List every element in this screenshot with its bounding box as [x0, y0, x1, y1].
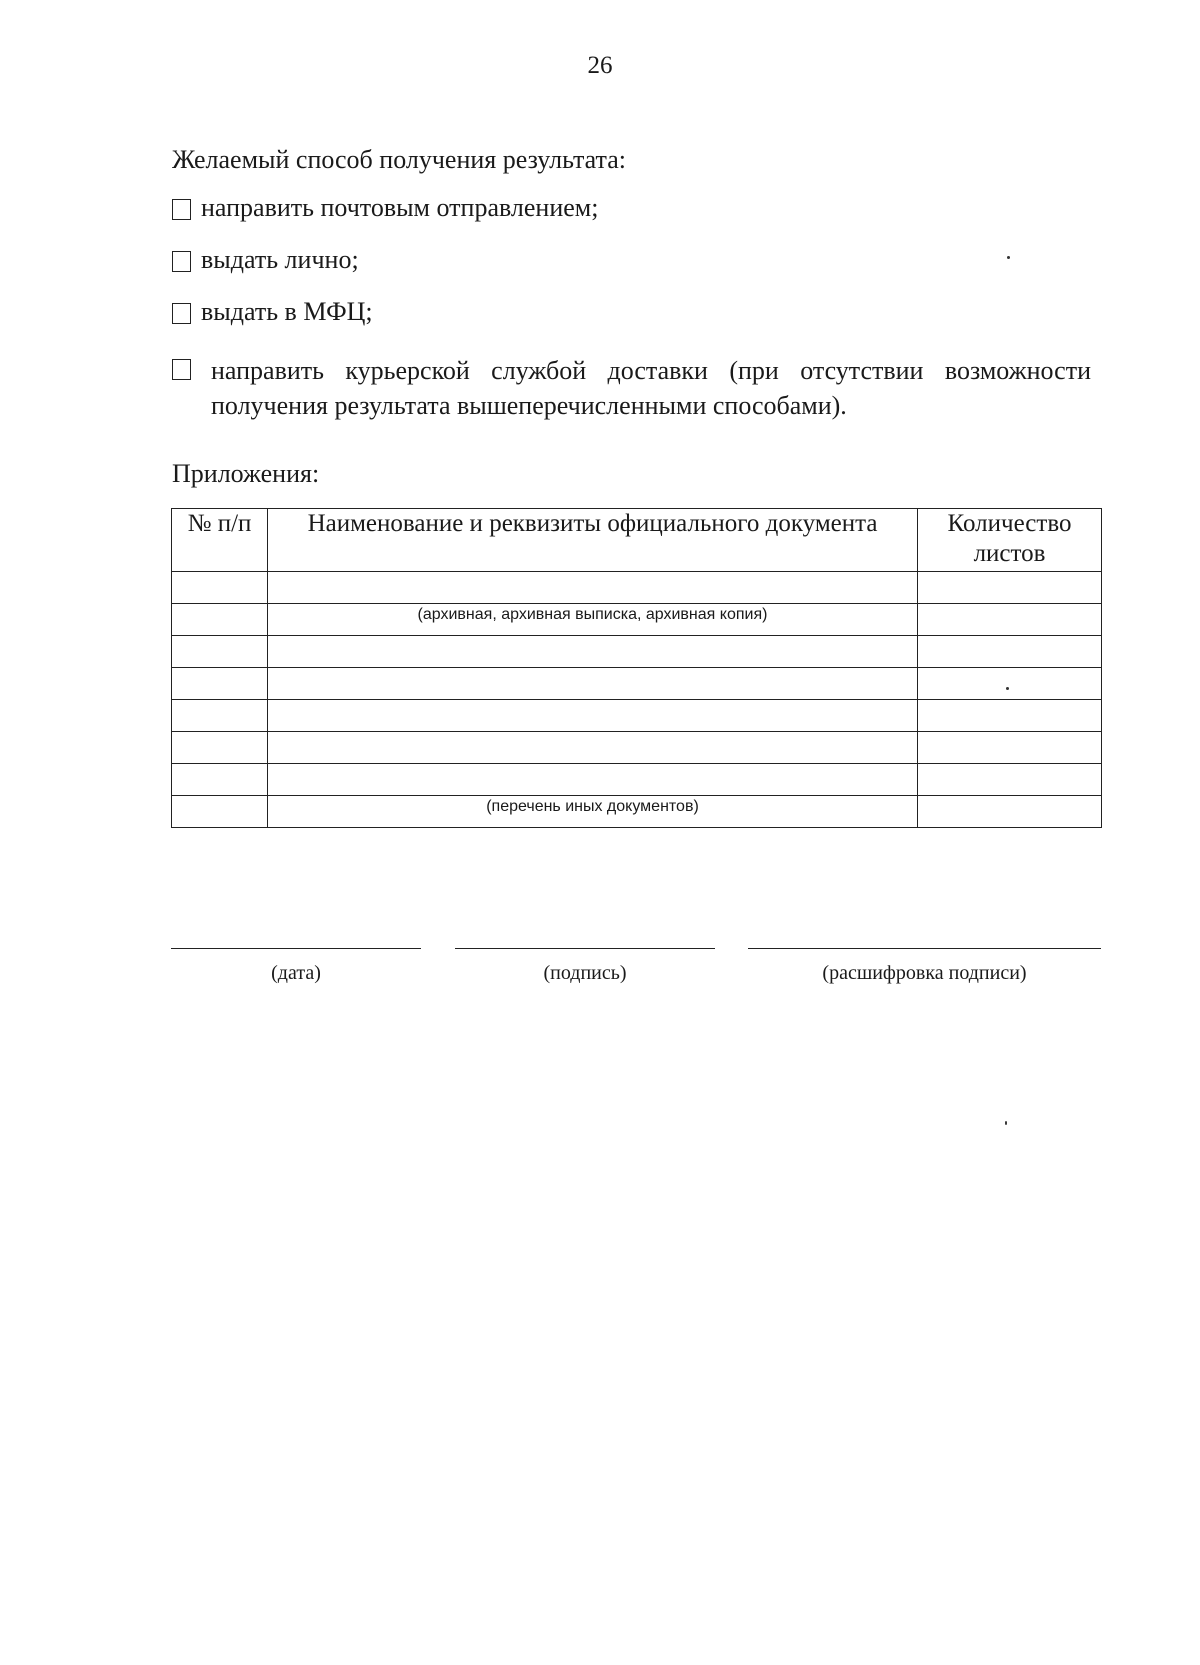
cell-sheets[interactable]	[918, 764, 1102, 796]
scan-speck	[1005, 1121, 1007, 1125]
cell-sheets[interactable]	[918, 572, 1102, 604]
cell-number[interactable]	[172, 668, 268, 700]
option-mfc[interactable]	[172, 297, 373, 327]
option-label: выдать лично;	[201, 245, 359, 274]
cell-document[interactable]: (перечень иных документов)	[268, 796, 918, 828]
table-row	[172, 572, 1102, 604]
cell-number[interactable]	[172, 732, 268, 764]
cell-sheets[interactable]	[918, 732, 1102, 764]
cell-document[interactable]	[268, 732, 918, 764]
cell-number[interactable]	[172, 572, 268, 604]
cell-document[interactable]	[268, 764, 918, 796]
cell-document[interactable]: (архивная, архивная выписка, архивная копия)	[268, 604, 918, 636]
option-personal[interactable]	[172, 245, 359, 275]
option-courier[interactable]	[172, 353, 1102, 423]
decoding-caption: (расшифровка подписи)	[822, 962, 1027, 984]
cell-number[interactable]	[172, 796, 268, 828]
cell-sheets[interactable]	[918, 668, 1102, 700]
option-mail[interactable]	[172, 193, 598, 223]
date-caption: (дата)	[271, 962, 321, 984]
option-label: направить курьерской службой доставки (при отсутствии возможности получения результата вышеперечисленными способами).	[211, 356, 1091, 420]
table-row	[172, 668, 1102, 700]
table-row	[172, 764, 1102, 796]
attachments-heading: Приложения:	[172, 459, 320, 488]
cell-document[interactable]	[268, 668, 918, 700]
table-row	[172, 796, 1102, 828]
cell-number[interactable]	[172, 700, 268, 732]
signature-caption: (подпись)	[543, 962, 627, 984]
cell-sheets[interactable]	[918, 636, 1102, 668]
cell-document[interactable]	[268, 636, 918, 668]
checkbox[interactable]	[172, 199, 191, 220]
column-header-number: № п/п	[172, 509, 268, 572]
cell-sheets[interactable]	[918, 796, 1102, 828]
column-header-document: Наименование и реквизиты официального документа	[268, 509, 918, 572]
option-label: направить почтовым отправлением;	[201, 193, 599, 222]
checkbox[interactable]	[172, 359, 191, 380]
option-label: выдать в МФЦ;	[201, 297, 373, 326]
scan-speck	[1006, 687, 1009, 690]
result-method-heading: Желаемый способ получения результата:	[172, 145, 626, 174]
checkbox[interactable]	[172, 303, 191, 324]
cell-sheets[interactable]	[918, 604, 1102, 636]
table-row	[172, 700, 1102, 732]
table-row	[172, 636, 1102, 668]
cell-number[interactable]	[172, 636, 268, 668]
scan-speck	[1007, 256, 1010, 259]
table-header-row	[172, 509, 1102, 572]
attachments-table	[171, 508, 1102, 828]
cell-document[interactable]	[268, 700, 918, 732]
decoding-line[interactable]	[748, 948, 1101, 949]
signature-line[interactable]	[455, 948, 715, 949]
page-number: 26	[587, 52, 613, 79]
cell-number[interactable]	[172, 604, 268, 636]
date-line[interactable]	[171, 948, 421, 949]
cell-document[interactable]	[268, 572, 918, 604]
cell-number[interactable]	[172, 764, 268, 796]
checkbox[interactable]	[172, 251, 191, 272]
column-header-sheets: Количество листов	[918, 509, 1102, 572]
table-row	[172, 604, 1102, 636]
table-row	[172, 732, 1102, 764]
cell-sheets[interactable]	[918, 700, 1102, 732]
